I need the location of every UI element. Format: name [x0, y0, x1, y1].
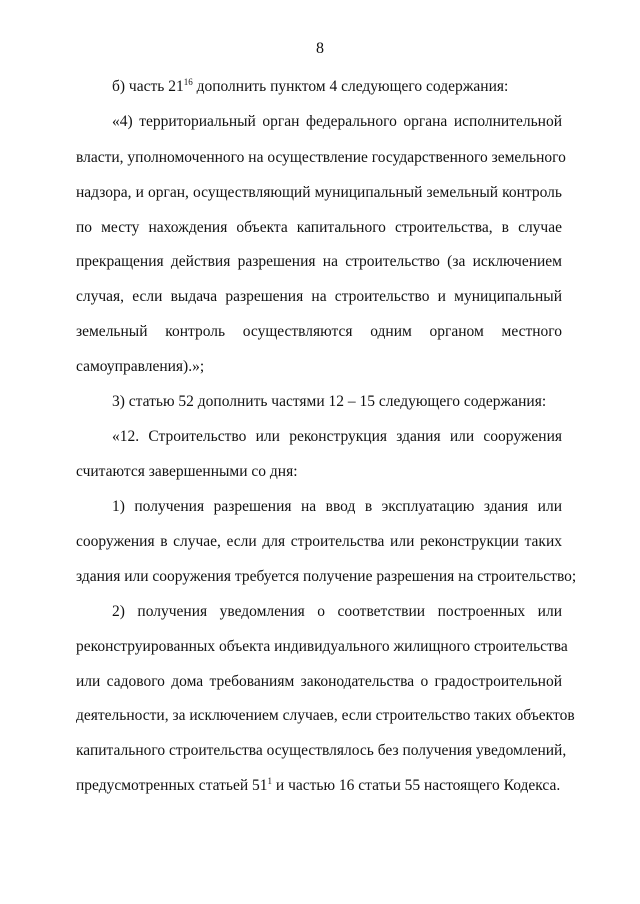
point-4-line: по месту нахождения объекта капитального строительства, в случае	[76, 219, 562, 236]
item-2-text: предусмотренных статьей 51	[76, 777, 268, 794]
page-number: 8	[316, 40, 324, 57]
point-4-line-last: самоуправления).»;	[76, 358, 205, 375]
item-2-line: деятельности, за исключением случаев, если строительство таких объектов	[76, 707, 575, 724]
part-12-line: «12. Строительство или реконструкция здания или сооружения	[112, 428, 562, 445]
item-2-line-last	[76, 776, 560, 796]
paragraph-b-text: б) часть 21	[112, 78, 184, 95]
paragraph-b-line	[112, 77, 508, 97]
item-1-line: сооружения в случае, если для строительства или реконструкции таких	[76, 533, 562, 550]
point-4-line: надзора, и орган, осуществляющий муниципальный земельный контроль	[76, 184, 562, 201]
point-4-line: земельный контроль осуществляются одним органом местного	[76, 323, 562, 340]
point-4-line: власти, уполномоченного на осуществление государственного земельного	[76, 149, 566, 166]
superscript: 1	[267, 776, 273, 786]
point-4-line: прекращения действия разрешения на строительство (за исключением	[76, 253, 562, 270]
item-2-line: 2) получения уведомления о соответствии построенных или	[112, 603, 562, 620]
item-1-line: 1) получения разрешения на ввод в эксплуатацию здания или	[112, 498, 562, 515]
item-2-text-end: и частью 16 статьи 55 настоящего Кодекса.	[272, 777, 561, 794]
item-2-line: капитального строительства осуществлялось без получения уведомлений,	[76, 742, 567, 759]
item-1-line-last: здания или сооружения требуется получение разрешения на строительство;	[76, 568, 577, 585]
item-2-line: или садового дома требованиям законодательства о градостроительной	[76, 673, 562, 690]
superscript: 16	[183, 77, 193, 87]
part-12-line-last: считаются завершенными со дня:	[76, 463, 298, 480]
point-4-line: «4) территориальный орган федерального органа исполнительной	[112, 113, 562, 130]
paragraph-b-text-end: дополнить пунктом 4 следующего содержания:	[192, 78, 509, 95]
paragraph-3-line: 3) статью 52 дополнить частями 12 – 15 следующего содержания:	[112, 393, 547, 410]
point-4-line: случая, если выдача разрешения на строительство и муниципальный	[76, 288, 562, 305]
item-2-line: реконструированных объекта индивидуального жилищного строительства	[76, 638, 568, 655]
